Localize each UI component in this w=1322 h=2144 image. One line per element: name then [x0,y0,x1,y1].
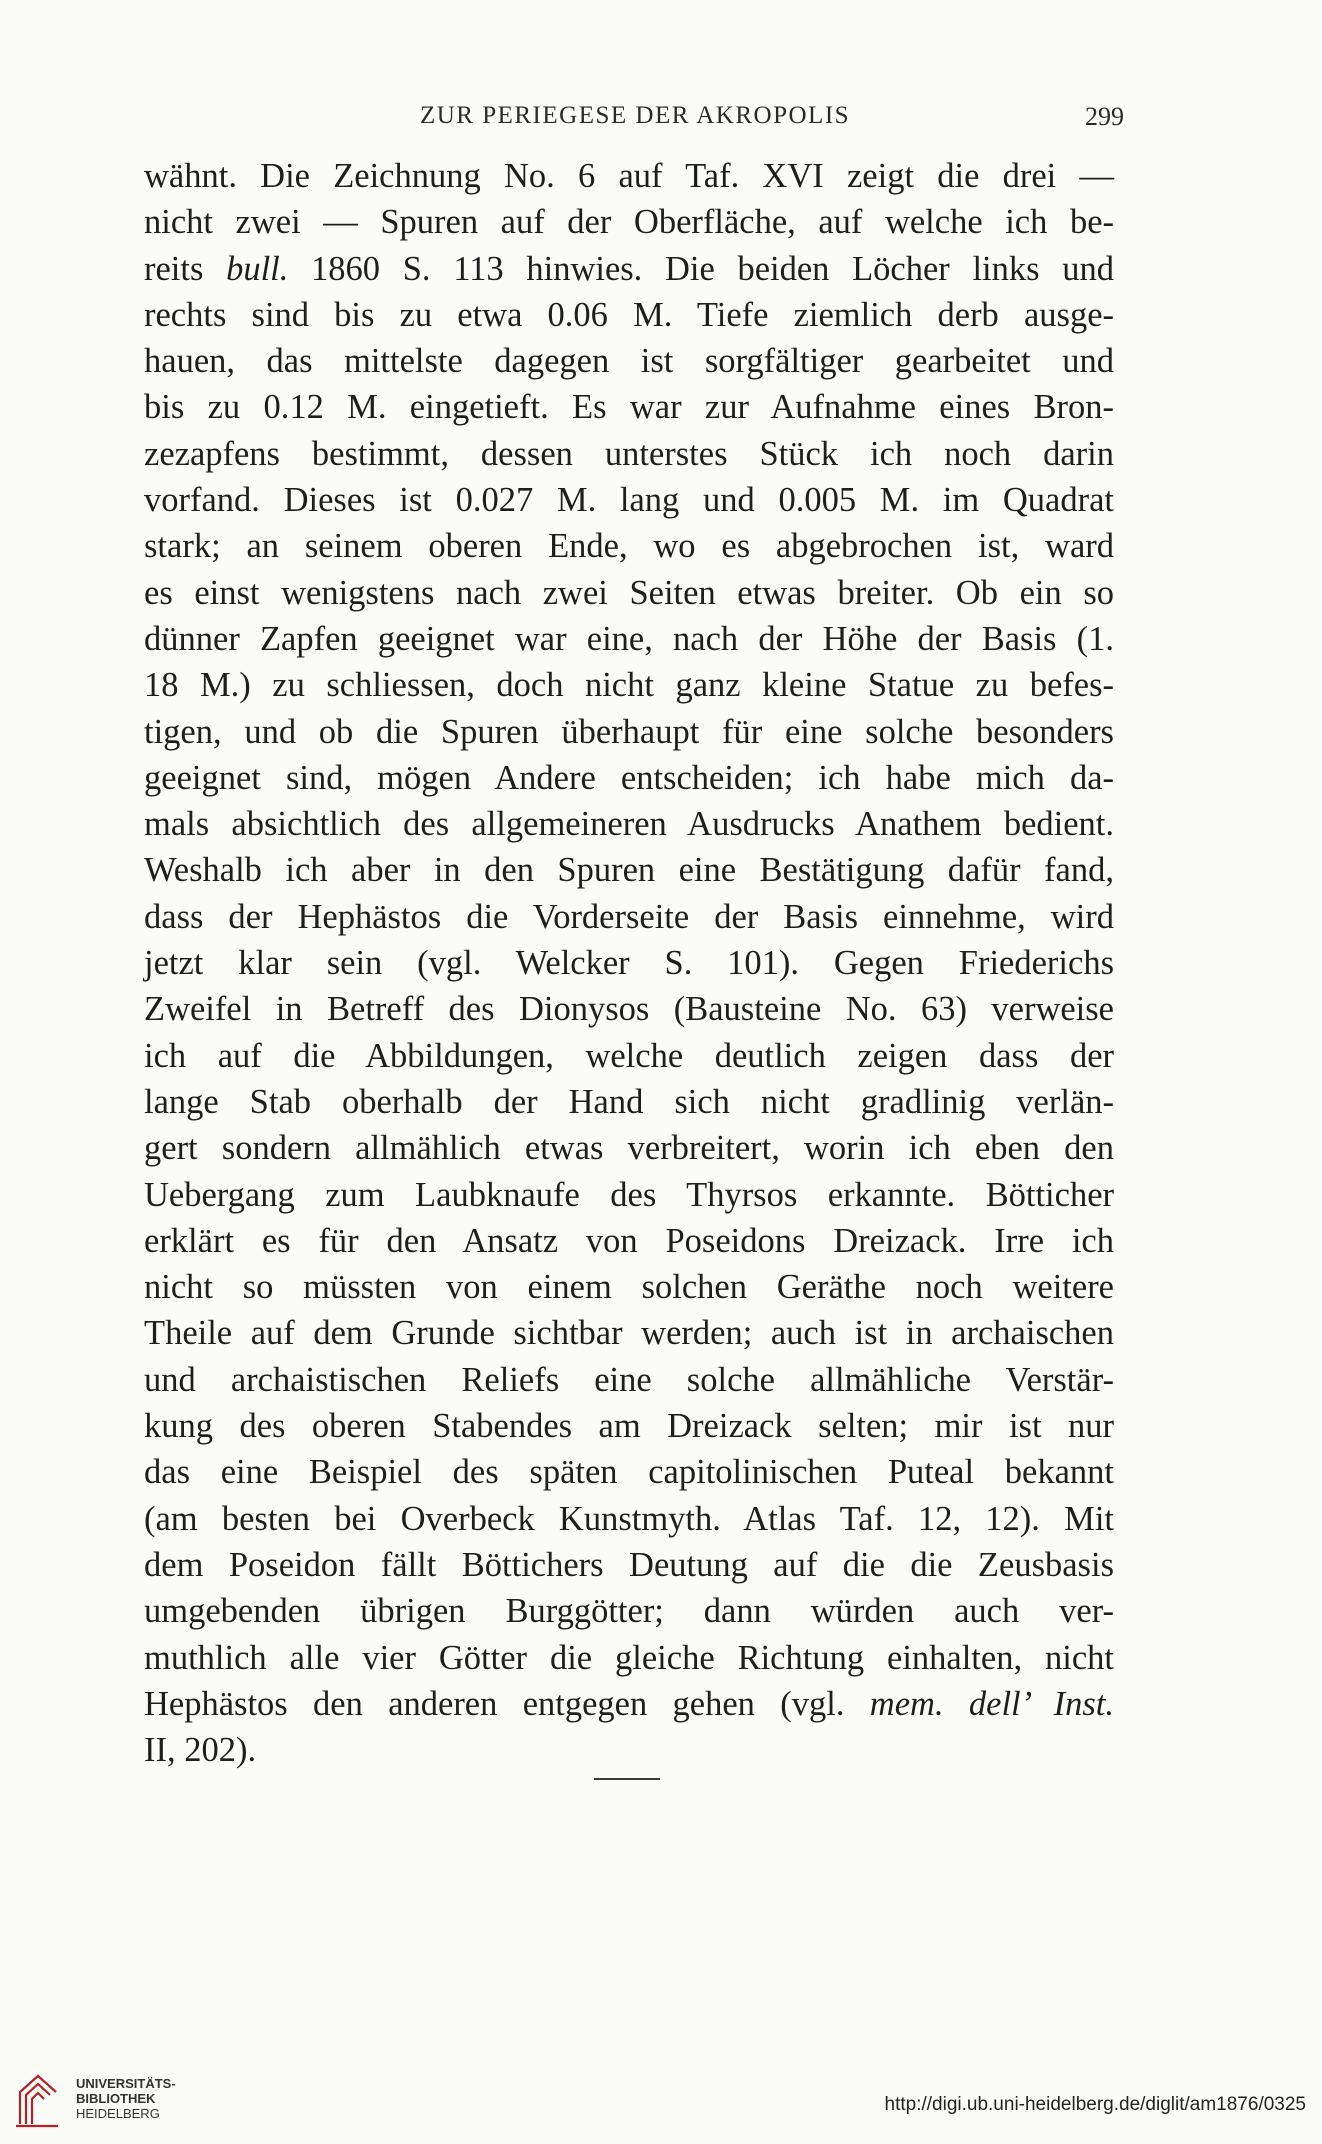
text-line: ich auf die Abbildungen, welche deutlich zeigen dass der [144,1036,1114,1075]
text-line: lange Stab oberhalb der Hand sich nicht gradlinig verlän- [144,1082,1114,1121]
library-name-line: UNIVERSITÄTS- [76,2076,176,2091]
text-line [144,1681,1114,1727]
italic-citation: mem. dell’ Inst. [869,1684,1114,1723]
page-number: 299 [1085,102,1124,131]
text-line: Zweifel in Betreff des Dionysos (Bausteine No. 63) verweise [144,990,1114,1029]
footer [0,2054,1322,2144]
library-name-line: BIBLIOTHEK [76,2091,156,2106]
text-line: tigen, und ob die Spuren überhaupt für eine solche besonders [144,712,1114,751]
body-text [144,153,1114,1773]
library-name-line: HEIDELBERG [76,2106,160,2121]
page-header [146,102,1124,142]
text-line: erklärt es für den Ansatz von Poseidons Dreizack. Irre ich [144,1221,1114,1260]
text-line: jetzt klar sein (vgl. Welcker S. 101). Gegen Friederichs [144,944,1114,983]
text-line: das eine Beispiel des späten capitolinischen Puteal bekannt [144,1453,1114,1492]
text-line: geeignet sind, mögen Andere entscheiden; ich habe mich da- [144,758,1114,797]
text-line: wähnt. Die Zeichnung No. 6 auf Taf. XVI zeigt die drei — [144,157,1114,195]
text-line: 18 M.) zu schliessen, doch nicht ganz kleine Statue zu befes- [144,666,1114,705]
italic-citation: bull. [226,249,289,288]
text-line: (am besten bei Overbeck Kunstmyth. Atlas Taf. 12, 12). Mit [144,1499,1114,1538]
text-line: mals absichtlich des allgemeineren Ausdrucks Anathem bedient. [144,805,1114,844]
library-name [76,2076,176,2121]
text-line: II, 202). [144,1731,257,1770]
text-line: kung des oberen Stabendes am Dreizack selten; mir ist nur [144,1407,1114,1446]
section-divider [594,1778,660,1780]
text-line: rechts sind bis zu etwa 0.06 M. Tiefe ziemlich derb ausge- [144,295,1114,334]
text-line: es einst wenigstens nach zwei Seiten etwas breiter. Ob ein so [144,573,1114,612]
text-line: umgebenden übrigen Burggötter; dann würden auch ver- [144,1592,1114,1631]
text-line [144,246,1114,292]
text-line: dünner Zapfen geeignet war eine, nach der Höhe der Basis (1. [144,619,1114,658]
text-segment: 1860 S. 113 hinwies. Die beiden Löcher links und [288,249,1114,288]
text-line: und archaistischen Reliefs eine solche allmähliche Verstär- [144,1360,1114,1399]
source-url-link[interactable]: http://digi.ub.uni-heidelberg.de/diglit/am1876/0325 [884,2094,1306,2115]
text-line: Weshalb ich aber in den Spuren eine Bestätigung dafür fand, [144,851,1114,890]
library-logo-icon [14,2070,64,2130]
text-line: gert sondern allmählich etwas verbreitert, worin ich eben den [144,1129,1114,1168]
text-line: zezapfens bestimmt, dessen unterstes Stück ich noch darin [144,434,1114,473]
text-line: dass der Hephästos die Vorderseite der Basis einnehme, wird [144,897,1114,936]
text-segment: Hephästos den anderen entgegen gehen (vgl. [144,1684,870,1723]
text-line: bis zu 0.12 M. eingetieft. Es war zur Aufnahme eines Bron- [144,388,1114,427]
text-line: Theile auf dem Grunde sichtbar werden; auch ist in archaischen [144,1314,1114,1353]
text-segment: reits [144,249,227,288]
text-line: nicht zwei — Spuren auf der Oberfläche, auf welche ich be- [144,203,1114,242]
text-line: vorfand. Dieses ist 0.027 M. lang und 0.005 M. im Quadrat [144,481,1114,520]
text-line: muthlich alle vier Götter die gleiche Richtung einhalten, nicht [144,1638,1114,1677]
text-line: stark; an seinem oberen Ende, wo es abgebrochen ist, ward [144,527,1114,566]
text-line: nicht so müssten von einem solchen Geräthe noch weitere [144,1268,1114,1307]
running-title: ZUR PERIEGESE DER AKROPOLIS [419,102,851,129]
text-line: Uebergang zum Laubknaufe des Thyrsos erkannte. Bötticher [144,1175,1114,1214]
text-line: dem Poseidon fällt Böttichers Deutung auf die die Zeusbasis [144,1545,1114,1584]
text-line: hauen, das mittelste dagegen ist sorgfältiger gearbeitet und [144,342,1114,381]
